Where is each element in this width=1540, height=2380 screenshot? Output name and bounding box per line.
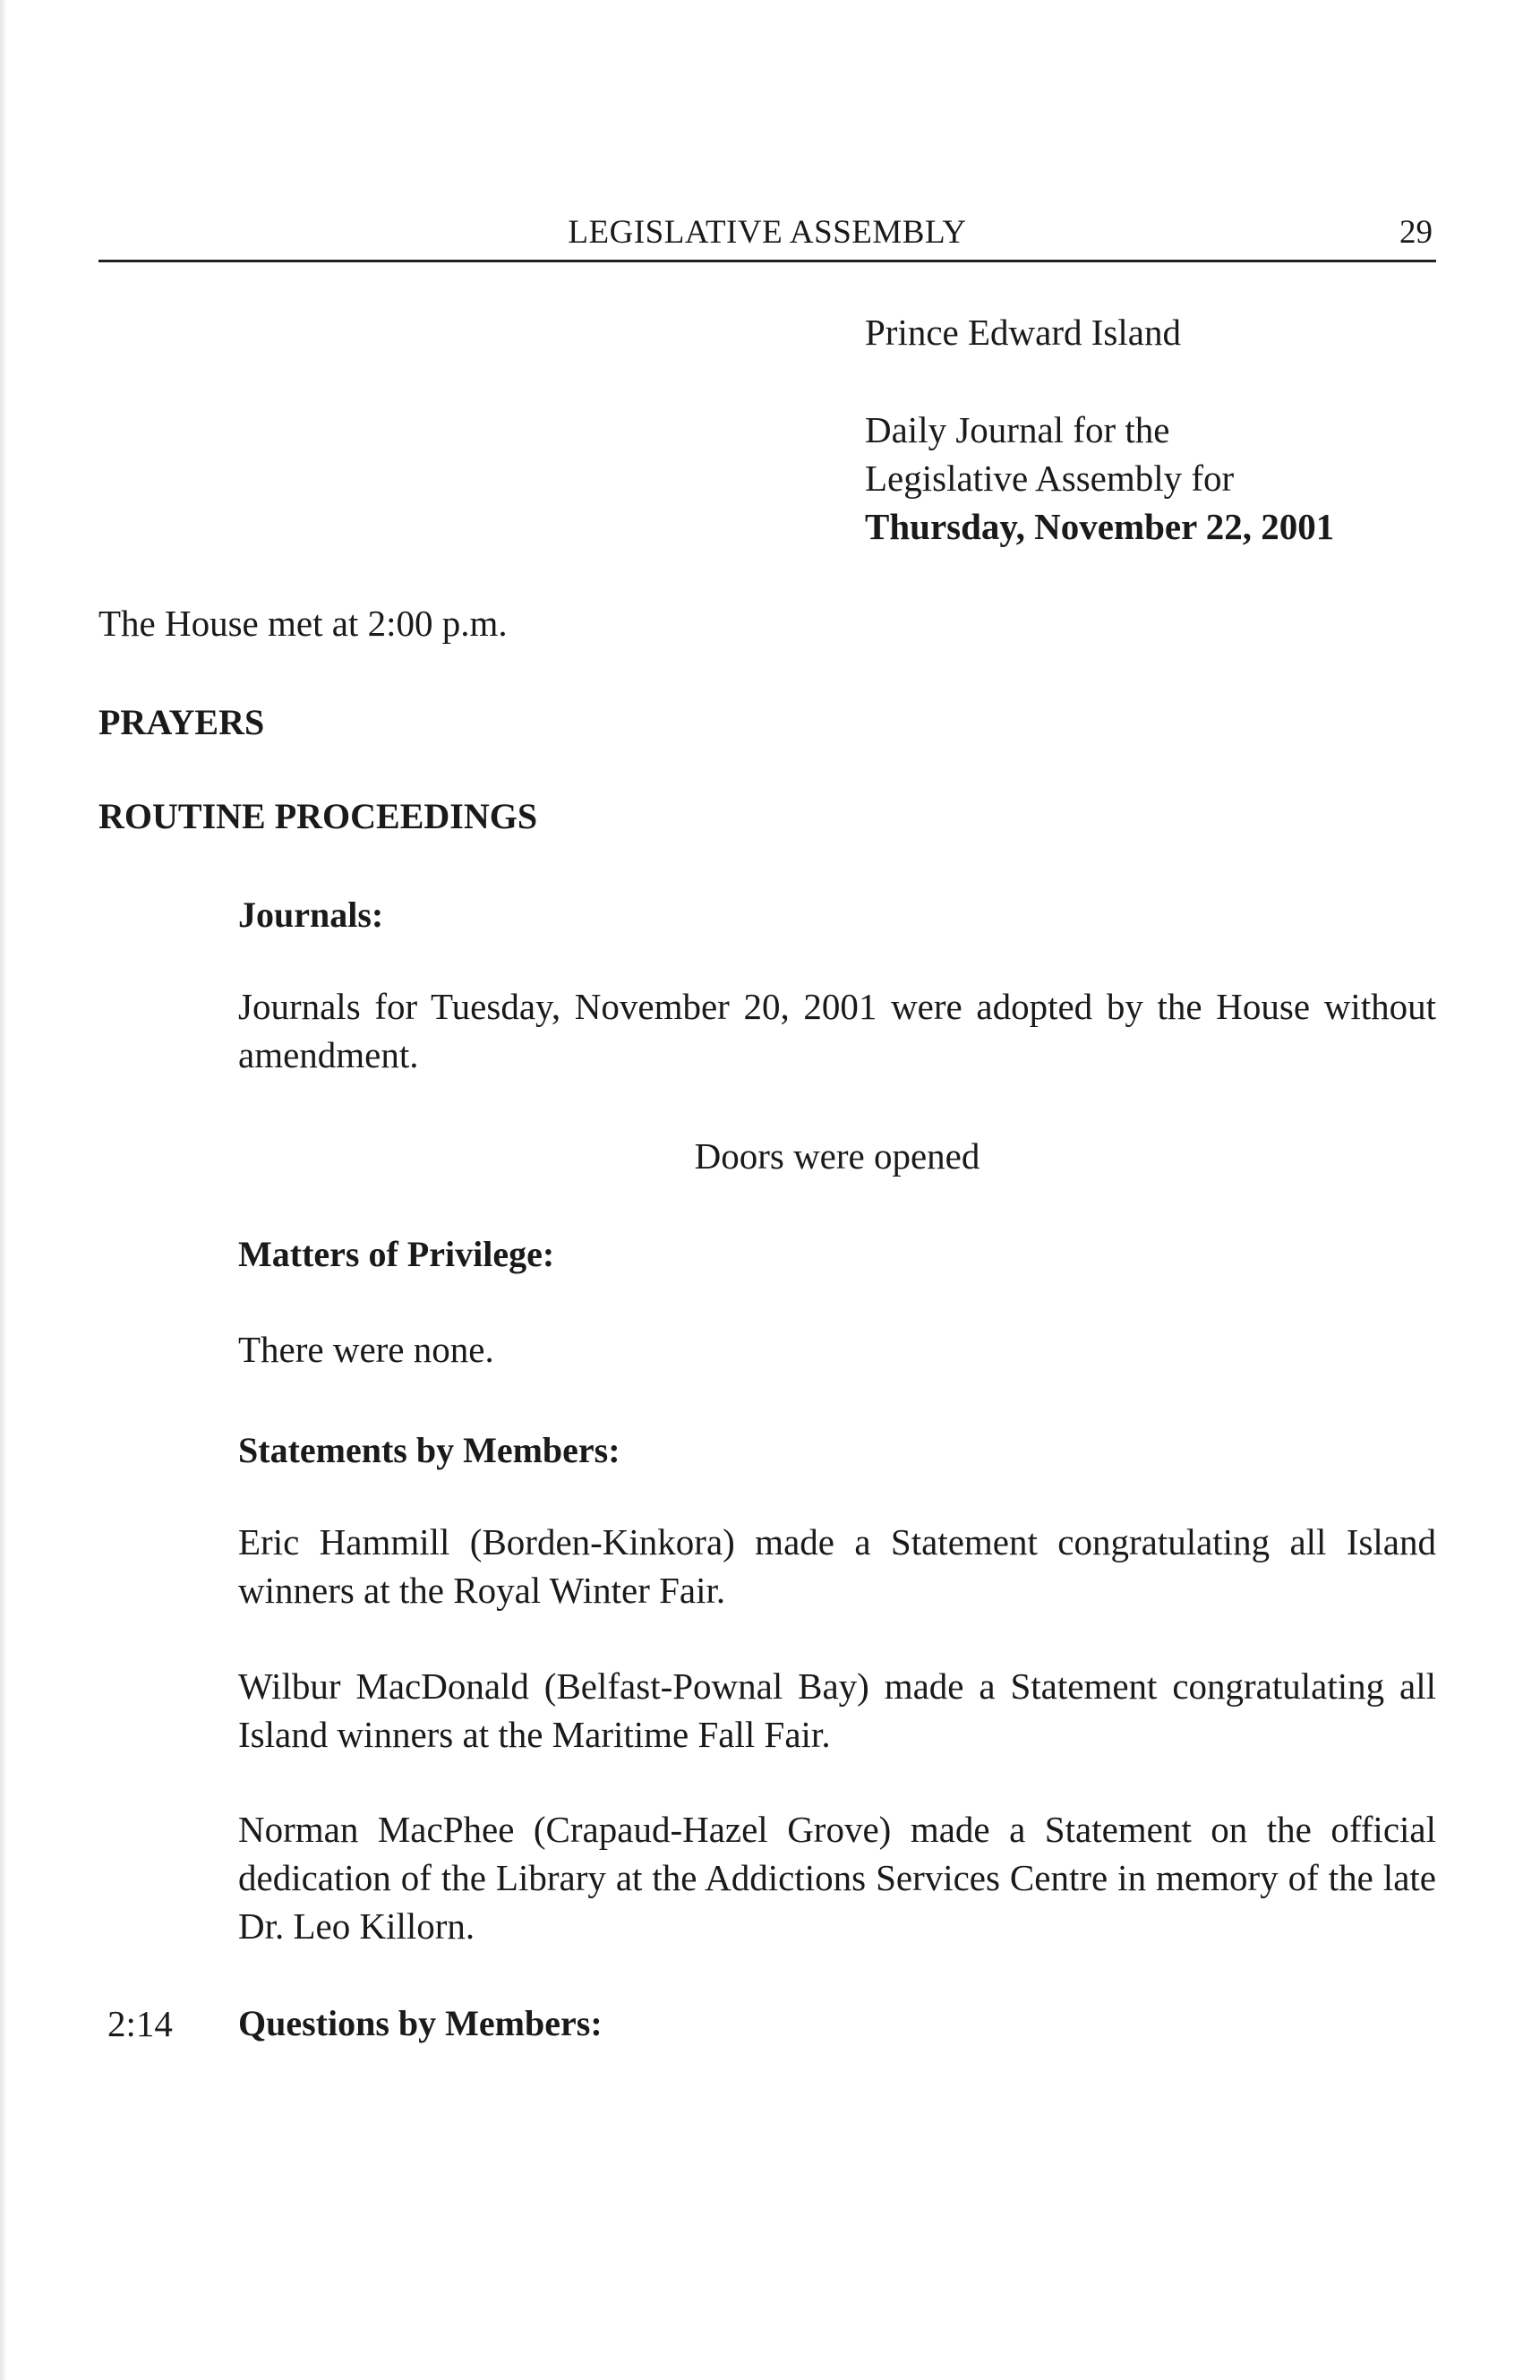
journals-text: Journals for Tuesday, November 20, 2001 were adopted by the House without amendment. <box>238 986 1436 1075</box>
masthead-date: Thursday, November 22, 2001 <box>865 506 1335 547</box>
questions-time: 2:14 <box>107 2003 173 2044</box>
page-number: 29 <box>1399 214 1433 251</box>
running-head <box>98 206 1436 262</box>
running-head-title: LEGISLATIVE ASSEMBLY <box>568 214 967 251</box>
masthead-province: Prince Edward Island <box>865 312 1181 353</box>
masthead-journal-line1: Daily Journal for the <box>865 409 1170 450</box>
privilege-text: There were none. <box>238 1329 494 1370</box>
privilege-heading: Matters of Privilege: <box>238 1234 555 1274</box>
opening-line: The House met at 2:00 p.m. <box>98 603 508 644</box>
journals-heading: Journals: <box>238 895 384 935</box>
masthead-journal-line2: Legislative Assembly for <box>865 458 1235 499</box>
statement-item: Wilbur MacDonald (Belfast-Pownal Bay) made a Statement congratulating all Island winners at the Maritime Fall Fair. <box>238 1665 1436 1755</box>
page-edge-shadow <box>0 0 7 2380</box>
statement-item: Eric Hammill (Borden-Kinkora) made a Statement congratulating all Island winners at the Royal Winter Fair. <box>238 1521 1436 1611</box>
statement-item: Norman MacPhee (Crapaud-Hazel Grove) made a Statement on the official dedication of the Library at the Addictions Services Centre in memory of the late Dr. Leo Killorn. <box>238 1809 1436 1947</box>
statements-heading: Statements by Members: <box>238 1430 620 1470</box>
prayers-heading: PRAYERS <box>98 702 265 742</box>
questions-heading: Questions by Members: <box>238 2003 603 2043</box>
routine-proceedings-heading: ROUTINE PROCEEDINGS <box>98 796 538 836</box>
doors-opened: Doors were opened <box>694 1135 980 1177</box>
